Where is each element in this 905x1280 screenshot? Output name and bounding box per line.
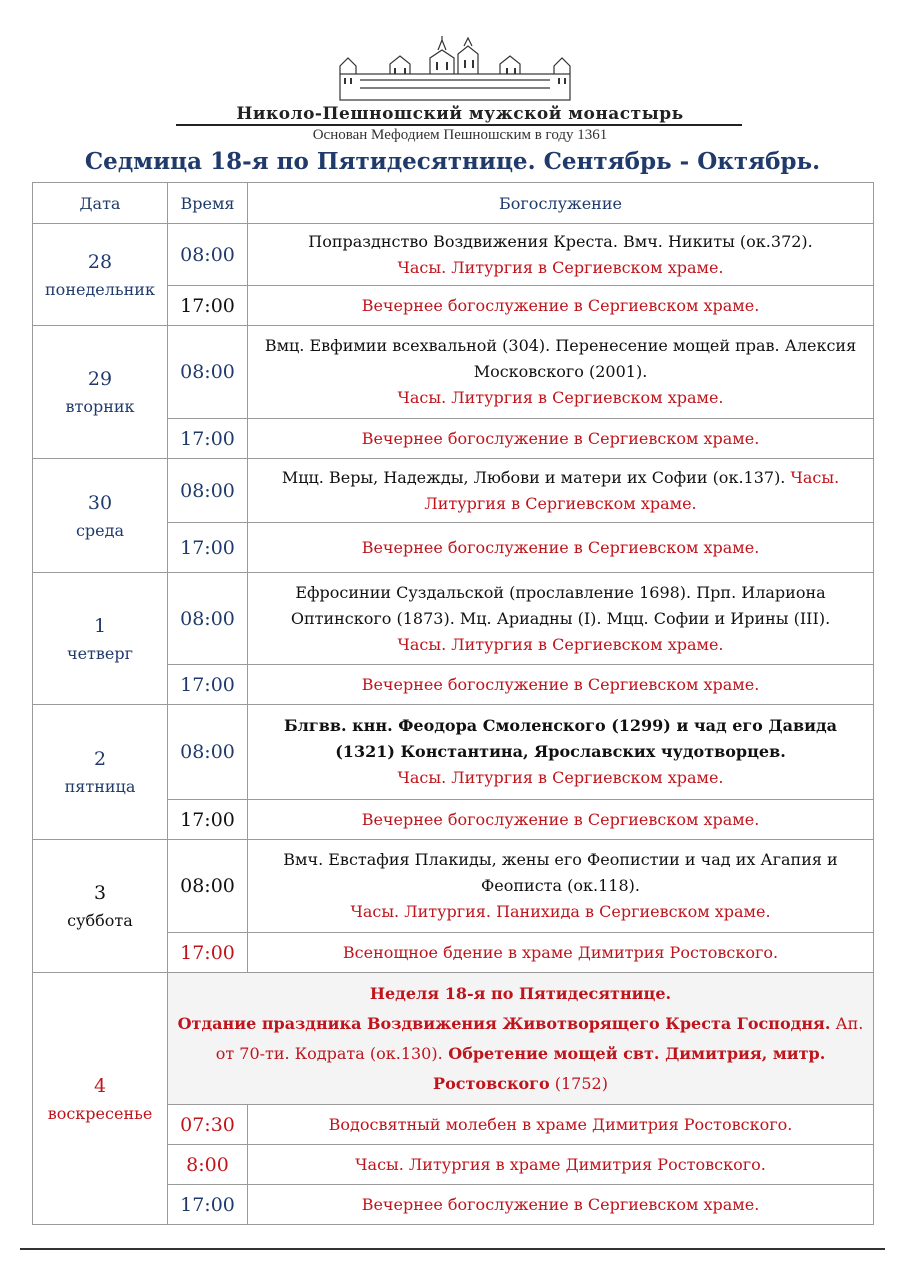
service-cell	[248, 326, 874, 419]
time-cell: 07:30	[168, 1105, 248, 1145]
service-saints: Мцц. Веры, Надежды, Любови и матери их Софии (ок.137).	[281, 467, 786, 487]
table-header-row	[33, 183, 874, 224]
date-number: 1	[93, 614, 107, 637]
column-header-service: Богослужение	[248, 183, 874, 224]
time-cell: 08:00	[168, 326, 248, 419]
table-row	[33, 224, 874, 286]
date-cell	[33, 705, 168, 840]
service-saints: Попразднство Воздвижения Креста. Вмч. Никиты (ок.372).	[308, 231, 813, 251]
service-cell: Всенощное бдение в храме Димитрия Ростовского.	[248, 933, 874, 973]
service-saints: Блгвв. кнн. Феодора Смоленского (1299) и чад его Давида (1321) Константина, Ярославских чудотворцев.	[283, 716, 838, 761]
page-header	[0, 0, 905, 150]
weekday-label: воскресенье	[47, 1103, 153, 1123]
header-divider	[176, 124, 742, 126]
date-cell	[33, 573, 168, 705]
weekday-label: четверг	[67, 643, 133, 663]
table-row	[33, 459, 874, 523]
service-text: Часы. Литургия в Сергиевском храме.	[397, 768, 724, 787]
table-row	[33, 705, 874, 800]
time-cell: 08:00	[168, 705, 248, 800]
service-cell: Водосвятный молебен в храме Димитрия Ростовского.	[248, 1105, 874, 1145]
service-cell: Вечернее богослужение в Сергиевском храме.	[248, 1185, 874, 1225]
service-cell: Вечернее богослужение в Сергиевском храме.	[248, 665, 874, 705]
page-title: Седмица 18-я по Пятидесятнице. Сентябрь - Октябрь.	[84, 148, 821, 175]
time-cell: 08:00	[168, 573, 248, 665]
service-text: Часы. Литургия в Сергиевском храме.	[424, 467, 840, 513]
time-cell: 17:00	[168, 665, 248, 705]
date-number: 3	[93, 882, 107, 904]
service-text: Часы. Литургия в Сергиевском храме.	[397, 257, 724, 277]
monastery-founded: Основан Мефодием Пешношским в году 1361	[312, 127, 608, 143]
service-cell	[248, 224, 874, 286]
service-text: Часы. Литургия в Сергиевском храме.	[397, 634, 724, 654]
schedule-table	[32, 182, 874, 1225]
date-number: 29	[87, 368, 113, 390]
table-row	[33, 573, 874, 665]
date-number: 2	[93, 748, 107, 770]
column-header-time: Время	[168, 183, 248, 224]
date-cell	[33, 840, 168, 973]
column-header-date: Дата	[33, 183, 168, 224]
bottom-divider	[20, 1248, 885, 1250]
service-cell	[248, 840, 874, 933]
time-cell: 17:00	[168, 1185, 248, 1225]
table-row	[33, 326, 874, 419]
table-row	[33, 973, 874, 1105]
monastery-name: Николо-Пешношский мужской монастырь	[236, 104, 684, 124]
service-cell: Часы. Литургия в храме Димитрия Ростовского.	[248, 1145, 874, 1185]
feast-main: Отдание праздника Воздвижения Животворящего Креста Господня.	[177, 1013, 831, 1033]
date-cell	[33, 459, 168, 573]
monastery-illustration	[330, 36, 580, 104]
service-cell	[248, 459, 874, 523]
time-cell: 08:00	[168, 840, 248, 933]
feast-description	[174, 1009, 867, 1099]
feast-title: Неделя 18-я по Пятидесятнице.	[369, 983, 672, 1003]
weekday-label: суббота	[67, 911, 133, 930]
time-cell: 17:00	[168, 933, 248, 973]
date-cell	[33, 326, 168, 459]
feast-year: (1752)	[549, 1073, 608, 1093]
date-number: 28	[87, 250, 113, 273]
service-cell	[248, 573, 874, 665]
time-cell: 8:00	[168, 1145, 248, 1185]
weekday-label: понедельник	[45, 279, 155, 299]
service-cell: Вечернее богослужение в Сергиевском храме.	[248, 419, 874, 459]
feast-relics: Обретение мощей свт. Димитрия, митр. Ростовского	[433, 1043, 826, 1093]
table-row	[33, 840, 874, 933]
weekday-label: среда	[75, 520, 125, 540]
time-cell: 17:00	[168, 419, 248, 459]
service-text: Часы. Литургия. Панихида в Сергиевском храме.	[350, 902, 771, 921]
date-cell	[33, 973, 168, 1225]
feast-apostle: Ап. от 70-ти. Кодрата (ок.130).	[215, 1013, 864, 1063]
weekday-label: вторник	[65, 397, 135, 416]
service-cell: Вечернее богослужение в Сергиевском храме.	[248, 523, 874, 573]
time-cell: 17:00	[168, 800, 248, 840]
time-cell: 08:00	[168, 224, 248, 286]
time-cell: 17:00	[168, 523, 248, 573]
time-cell: 17:00	[168, 286, 248, 326]
date-cell	[33, 224, 168, 326]
date-number: 30	[87, 491, 113, 514]
time-cell: 08:00	[168, 459, 248, 523]
service-cell	[248, 705, 874, 800]
service-cell: Вечернее богослужение в Сергиевском храме.	[248, 286, 874, 326]
service-text: Часы. Литургия в Сергиевском храме.	[397, 388, 724, 407]
service-cell: Вечернее богослужение в Сергиевском храме.	[248, 800, 874, 840]
feast-cell	[168, 973, 874, 1105]
service-saints: Вмч. Евстафия Плакиды, жены его Феопистии и чад их Агапия и Феописта (ок.118).	[283, 850, 838, 895]
service-saints: Ефросинии Суздальской (прославление 1698). Прп. Илариона Оптинского (1873). Мц. Ариадны (I). Мцц. Софии и Ирины (III).	[290, 582, 831, 628]
service-saints: Вмц. Евфимии всехвальной (304). Перенесение мощей прав. Алексия Московского (2001).	[264, 336, 857, 381]
weekday-label: пятница	[64, 777, 136, 796]
date-number: 4	[93, 1074, 107, 1097]
